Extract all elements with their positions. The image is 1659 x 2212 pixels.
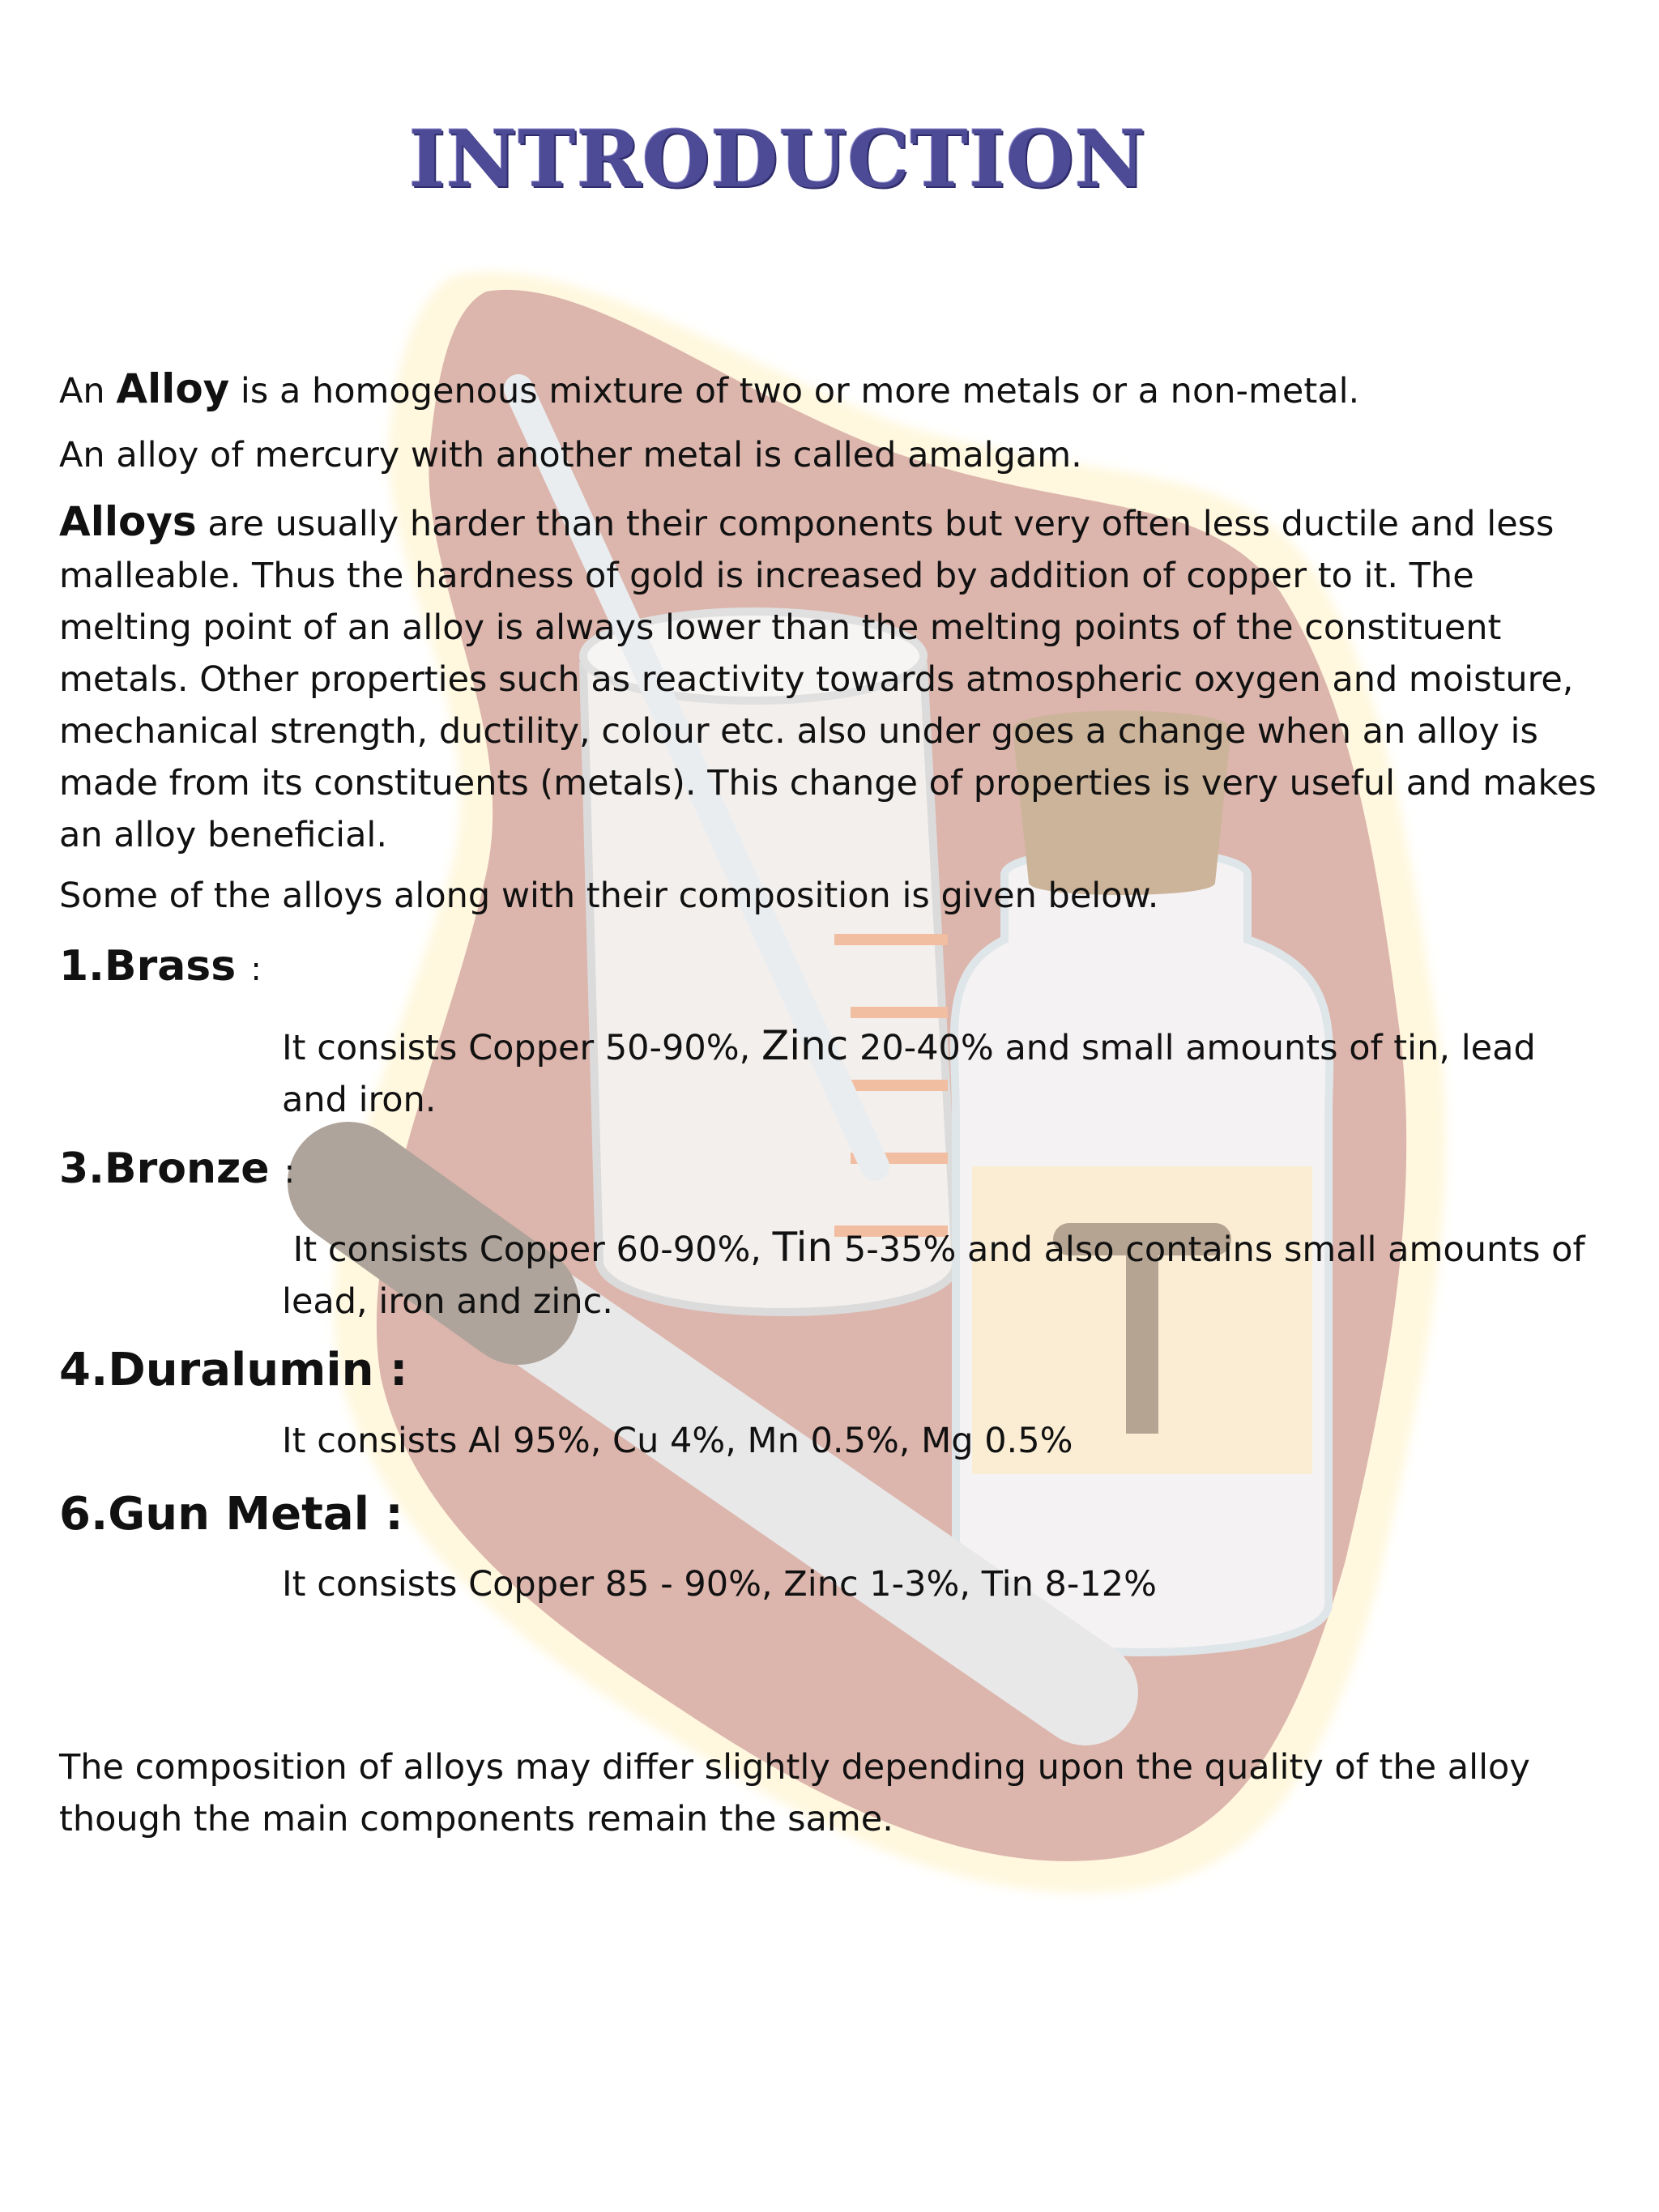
closing-paragraph: The composition of alloys may differ slightly depending upon the quality of the alloy though the main components remain the same. (59, 1747, 1530, 1839)
alloy-name: 4.Duralumin (59, 1344, 374, 1396)
alloy-composition-bronze (282, 1221, 1597, 1328)
intro-prefix: An (59, 371, 117, 411)
composition-text: It consists Copper 60-90%, (282, 1230, 773, 1270)
alloy-composition-duralumin: It consists Al 95%, Cu 4%, Mn 0.5%, Mg 0.5% (282, 1421, 1073, 1461)
composition-text: 20-40% and small amounts of tin, lead and iron. (282, 1028, 1536, 1120)
intro-paragraph-3 (59, 496, 1598, 861)
alloys-term: Alloys (59, 498, 197, 545)
intro-paragraph-1 (59, 363, 1598, 417)
intro-paragraph-2: An alloy of mercury with another metal is called amalgam. (59, 435, 1082, 475)
alloy-heading-bronze (59, 1140, 295, 1200)
composition-metal: Zinc (761, 1022, 849, 1069)
alloy-term: Alloy (116, 365, 230, 412)
alloy-composition-brass (282, 1020, 1594, 1126)
composition-metal: Tin (772, 1224, 834, 1271)
alloy-heading-brass (59, 938, 262, 998)
alloy-heading-gun-metal (59, 1486, 403, 1543)
heading-colon: : (385, 1488, 403, 1541)
alloy-name: 3.Bronze (59, 1144, 270, 1193)
alloy-heading-duralumin (59, 1342, 407, 1399)
alloy-name: 6.Gun Metal (59, 1488, 369, 1541)
alloy-name: 1.Brass (59, 942, 237, 991)
heading-colon: : (250, 951, 262, 988)
intro-paragraph-4: Some of the alloys along with their composition is given below. (59, 876, 1159, 916)
alloys-properties-text: are usually harder than their components but very often less ductile and less malleable. Thus the hardness of gold is increased by addition of copper to it. The melting point of an alloy is always lower than the melting points of the constituent metals. Other properties such as reactivity towards atmospheric oxygen and moisture, mechanical strength, ductility, colour etc. also under goes a change when an alloy is made from its constituents (metals). This change of properties is very useful and makes an alloy beneficial. (59, 504, 1597, 855)
alloy-composition-gun-metal: It consists Copper 85 - 90%, Zinc 1-3%, Tin 8-12% (282, 1564, 1157, 1605)
composition-text: It consists Copper 50-90%, (282, 1028, 761, 1068)
intro-definition: is a homogenous mixture of two or more metals or a non-metal. (229, 371, 1360, 411)
heading-colon: : (284, 1153, 296, 1191)
page-title: INTRODUCTION (408, 113, 1147, 205)
heading-colon: : (389, 1344, 408, 1396)
composition-text: 5-35% and also contains small amounts of lead, iron and zinc. (282, 1230, 1597, 1322)
